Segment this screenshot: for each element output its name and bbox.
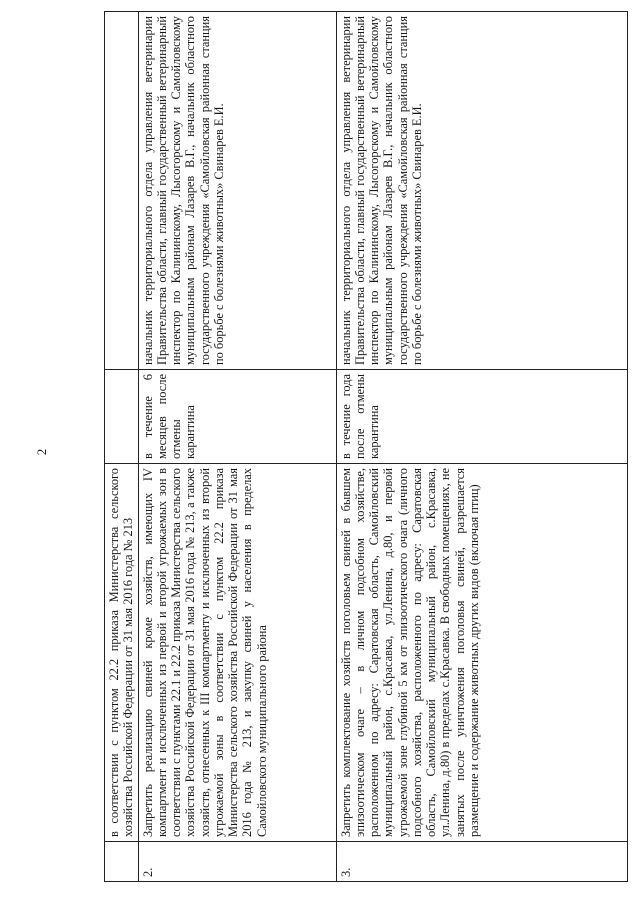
- term-cell: [105, 370, 139, 464]
- term-cell: в течение 6 месяцев после отмены карантина: [138, 370, 336, 464]
- responsible-cell: начальник территориального отдела управления ветеринарии Правительства области, главный государственный ветеринарный инспектор по Калининскому, Лысогорскому и Самойловскому муниципальным районам Лазарев В.Г., начальник областного государственного учреждения «Самойловская районная станция по борьбе с болезнями животных» Свинарев Е.И.: [336, 12, 627, 370]
- responsible-cell: начальник территориального отдела управления ветеринарии Правительства области, главный государственный ветеринарный инспектор по Калининскому, Лысогорскому и Самойловскому муниципальным районам Лазарев В.Г., начальник областного государственного учреждения «Самойловская районная станция по борьбе с болезнями животных» Свинарев Е.И.: [138, 12, 336, 370]
- term-cell: в течение года после отмены карантина: [336, 370, 627, 464]
- rotated-table-frame: [104, 12, 619, 882]
- action-cell: Запретить комплектование хозяйств поголовьем свиней в бывшем эпизоотическом очаге – в личном подсобном хозяйстве, расположенном по адресу: Саратовская область, Самойловский муниципальный район, с.Красавка, ул.Ленина, д.80, и первой угрожаемой зоне глубиной 5 км от эпизоотического очага (личного подсобного хозяйства, расположенного по адресу: Саратовская область, Самойловский муниципальный район, с.Красавка, ул.Ленина, д.80) в пределах с.Красавка. В свободных помещениях, не занятых после уничтожения поголовья свиней, разрешается размещение и содержание животных других видов (включая птиц): [336, 464, 627, 842]
- action-cell: Запретить реализацию свиней кроме хозяйств, имеющих IV компартмент и исключенных из первой и второй угрожаемых зон в соответствии с пунктами 22.1 и 22.2 приказа Министерства сельского хозяйства Российской Федерации от 31 мая 2016 года № 213, а также хозяйств, отнесенных к III компартменту и исключенных из второй угрожаемой зоны в соответствии с пунктом 22.2 приказа Министерства сельского хозяйства Российской Федерации от 31 мая 2016 года № 213, и закупку свиней у населения в пределах Самойловского муниципального района: [138, 464, 336, 842]
- row-number: 3.: [336, 842, 627, 882]
- row-number: [105, 842, 139, 882]
- page-number: 2: [34, 448, 49, 456]
- table-row: [336, 12, 627, 882]
- action-cell: в соответствии с пунктом 22.2 приказа Министерства сельского хозяйства Российской Федерации от 31 мая 2016 года № 213: [105, 464, 139, 842]
- responsible-cell: [105, 12, 139, 370]
- table-row: [105, 12, 139, 882]
- measures-table: [104, 11, 628, 882]
- table-row: [138, 12, 336, 882]
- row-number: 2.: [138, 842, 336, 882]
